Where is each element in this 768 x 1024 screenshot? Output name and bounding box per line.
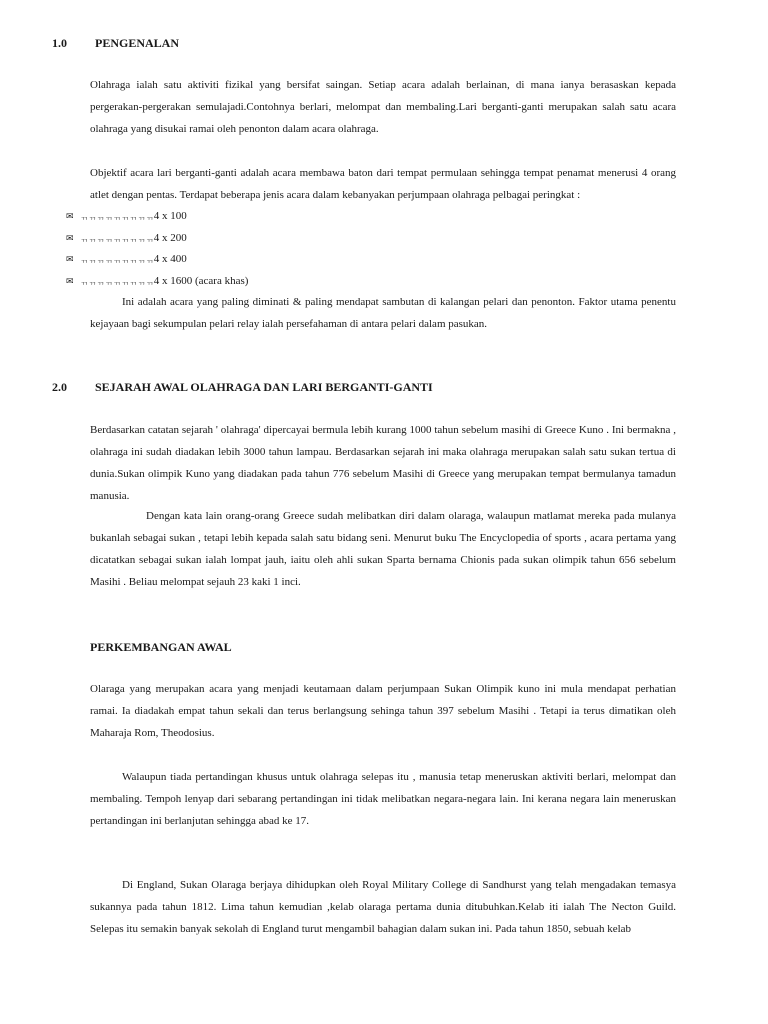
list-item: [66, 249, 248, 271]
section-3-paragraph-1: Olaraga yang merupakan acara yang menjadi keutamaan dalam perjumpaan Sukan Olimpik kuno ini mula mendapat perhatian ramai. Ia diadakah empat tahun sekali dan terus berlangsung sehinga tahun 397 sebelum Masihi . Tetapi ia terus dimatikan oleh Maharaja Rom, Theodosius.: [90, 683, 676, 739]
envelope-bullet-icon: ✉: [66, 232, 74, 243]
envelope-bullet-icon: ✉: [66, 211, 74, 221]
section-3-title: PERKEMBANGAN AWAL: [90, 640, 232, 654]
envelope-bullet-icon: ✉: [66, 254, 74, 264]
relay-events-list: [66, 206, 248, 292]
event-label: 4 x 100: [153, 210, 187, 222]
section-1-paragraph-2: Objektif acara lari berganti-ganti adalah acara membawa baton dari tempat permulaan sehingga tempat penamat menerusi 4 orang atlet dengan pentas. Terdapat beberapa jenis acara dalam kebanyakan perjumpaan olahraga pelbagai peringkat :: [90, 167, 676, 201]
section-1-paragraph-3: Ini adalah acara yang paling diminati & paling mendapat sambutan di kalangan pelari dan penonton. Faktor utama penentu kejayaan bagi sekumpulan pelari relay ialah persefahaman di antara pelari dalam pasukan.: [90, 296, 676, 330]
event-label: 4 x 1600 (acara khas): [153, 274, 249, 287]
section-2-title: SEJARAH AWAL OLAHRAGA DAN LARI BERGANTI-GANTI: [95, 380, 433, 394]
event-label: 4 x 200: [153, 231, 187, 244]
tab-marks: ᆩᆩᆩᆩᆩᆩᆩᆩᆩ: [80, 254, 154, 264]
section-1-title: PENGENALAN: [95, 36, 180, 50]
envelope-bullet-icon: ✉: [66, 275, 74, 286]
section-3-paragraph-2: Walaupun tiada pertandingan khusus untuk olahraga selepas itu , manusia tetap meneruskan aktiviti berlari, melompat dan membaling. Tempoh lenyap dari sebarang pertandingan ini tidak melibatkan negara-negara lain. Ini kerana negara lain meneruskan pertandingan ini berlanjutan sehingga abad ke 17.: [90, 771, 676, 827]
tab-marks: ᆩᆩᆩᆩᆩᆩᆩᆩᆩ: [80, 211, 154, 221]
list-item: [66, 271, 248, 293]
section-3-paragraph-3: Di England, Sukan Olaraga berjaya dihidupkan oleh Royal Military College di Sandhurst yang telah mengadakan temasya sukannya pada tahun 1812. Lima tahun kemudian ,kelab olaraga pertama dunia ditubuhkan.Kelab iti ialah The Necton Guild. Selepas itu semakin banyak sekolah di England turut mengambil bahagian dalam sukan ini. Pada tahun 1850, sebuah kelab: [90, 879, 676, 935]
section-2-paragraph-1: Berdasarkan catatan sejarah ' olahraga' dipercayai bermula lebih kurang 1000 tahun sebelum masihi di Greece Kuno . Ini bermakna , olahraga ini sudah diadakan lebih 3000 tahun lampau. Berdasarkan sejarah ini maka olahraga merupakan salah satu sukan tertua di dunia.Sukan olimpik Kuno yang diadakan pada tahun 776 sebelum Masihi di Greece yang merupakan tempat bermulanya tamadun manusia.: [90, 424, 676, 502]
tab-marks: ᆩᆩᆩᆩᆩᆩᆩᆩᆩ: [80, 232, 154, 243]
list-item: [66, 206, 248, 228]
list-item: [66, 228, 248, 250]
tab-marks: ᆩᆩᆩᆩᆩᆩᆩᆩᆩ: [80, 275, 154, 286]
section-2-paragraph-2: Dengan kata lain orang-orang Greece sudah melibatkan diri dalam olaraga, walaupun matlamat mereka pada mulanya bukanlah sebagai sukan , tetapi lebih kepada salah satu bidang seni. Menurut buku The Encyclopedia of sports , acara pertama yang dicatatkan sebagai sukan ialah lompat jauh, iaitu oleh ahli sukan Sparta bernama Chionis pada sukan olimpik tahun 656 sebelum Masihi . Beliau melompat sejauh 23 kaki 1 inci.: [90, 510, 676, 588]
section-2-number: 2.0: [52, 380, 67, 394]
event-label: 4 x 400: [153, 253, 187, 265]
section-1-paragraph-1: Olahraga ialah satu aktiviti fizikal yang bersifat saingan. Setiap acara adalah berlainan, di mana ianya berasaskan kepada pergerakan-pergerakan semulajadi.Contohnya berlari, melompat dan membaling.Lari berganti-ganti merupakan salah satu acara olahraga yang disukai ramai oleh penonton dalam acara olahraga.: [90, 79, 676, 135]
section-1-number: 1.0: [52, 36, 67, 50]
